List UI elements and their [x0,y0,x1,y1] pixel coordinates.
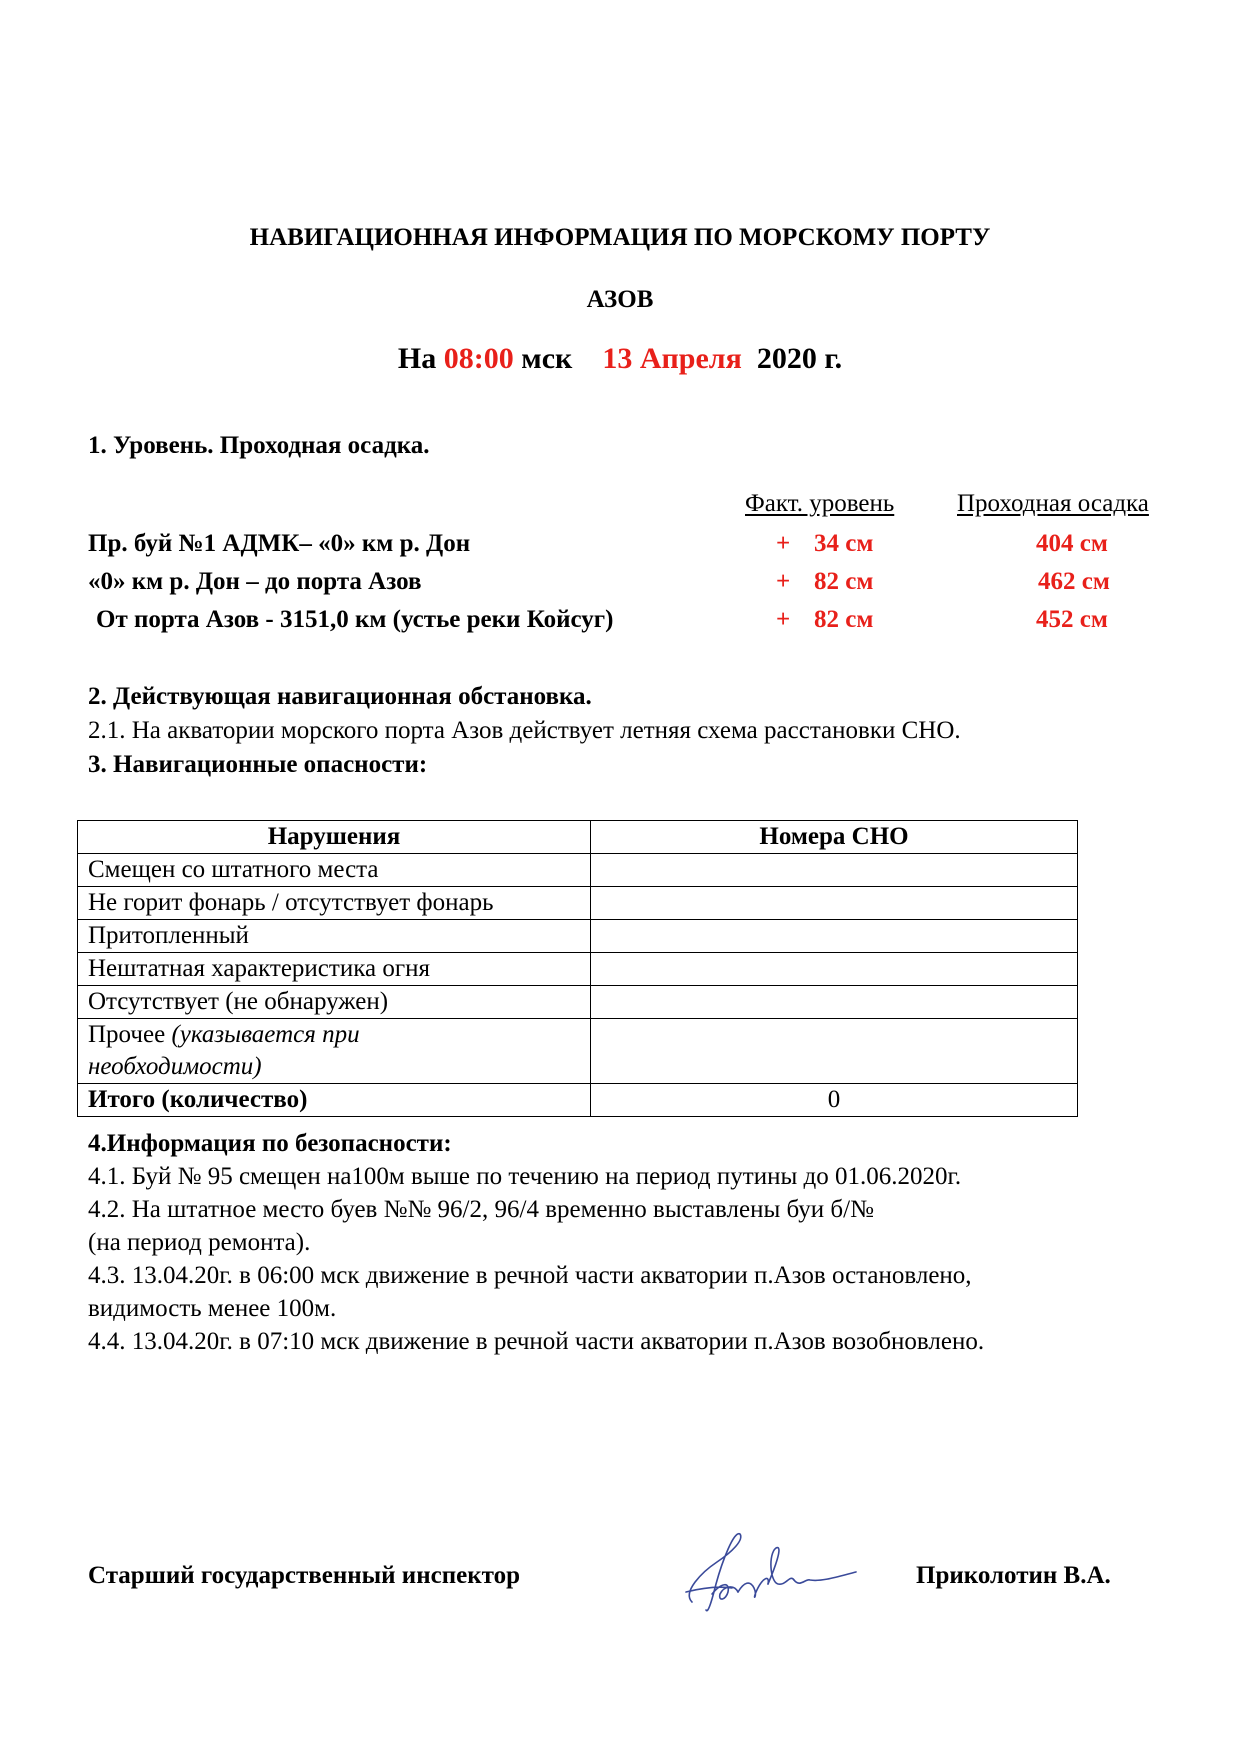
violation-value [591,986,1078,1019]
table-row [78,887,1078,920]
safety-line: 4.1. Буй № 95 смещен на100м выше по течению на период путины до 01.06.2020г. [88,1163,962,1190]
safety-line: (на период ремонта). [88,1229,311,1256]
table-row [78,920,1078,953]
col-header-violations: Нарушения [78,821,591,854]
table-row-total [78,1084,1078,1117]
report-year: 2020 г. [756,342,843,375]
col-header-numbers: Номера СНО [591,821,1078,854]
other-value [591,1019,1078,1084]
total-value: 0 [591,1084,1078,1117]
table-row-other [78,1019,1078,1084]
table-header-row [78,821,1078,854]
violation-label: Отсутствует (не обнаружен) [78,986,591,1019]
report-date [0,342,1240,376]
section4-heading: 4.Информация по безопасности: [88,1130,452,1157]
safety-line: 4.3. 13.04.20г. в 06:00 мск движение в речной части акватории п.Азов остановлено, [88,1262,972,1289]
inspector-name: Приколотин В.А. [916,1562,1111,1589]
safety-line: видимость менее 100м. [88,1295,337,1322]
inspector-position: Старший государственный инспектор [88,1562,520,1589]
violation-label: Смещен со штатного места [78,854,591,887]
col-header-level: Факт. уровень [745,490,895,517]
level-value: 82 см [814,606,874,633]
table-row [78,986,1078,1019]
report-day-month: 13 Апреля [602,342,742,375]
total-label: Итого (количество) [78,1084,591,1117]
level-value: 34 см [814,530,874,557]
violation-value [591,920,1078,953]
safety-line: 4.2. На штатное место буев №№ 96/2, 96/4 временно выставлены буи б/№ [88,1196,874,1223]
section1-heading: 1. Уровень. Проходная осадка. [88,432,430,459]
section2-text: 2.1. На акватории морского порта Азов действует летняя схема расстановки СНО. [88,717,961,744]
violation-value [591,887,1078,920]
safety-line: 4.4. 13.04.20г. в 07:10 мск движение в речной части акватории п.Азов возобновлено. [88,1328,985,1355]
page-title: НАВИГАЦИОННАЯ ИНФОРМАЦИЯ ПО МОРСКОМУ ПОРТУ [249,224,991,251]
draft-value: 452 см [1036,606,1108,633]
draft-value: 404 см [1036,530,1108,557]
other-label: Прочее [88,1021,166,1048]
time-unit: мск [521,342,573,375]
level-sign: + [776,606,791,633]
violation-label: Не горит фонарь / отсутствует фонарь [78,887,591,920]
draft-value: 462 см [1038,568,1110,595]
segment-label: От порта Азов - 3151,0 км (устье реки Койсуг) [96,606,614,633]
level-sign: + [776,530,791,557]
violation-label: Притопленный [78,920,591,953]
port-name: АЗОВ [586,286,654,313]
other-note-line2: необходимости) [88,1053,262,1080]
table-row [78,953,1078,986]
hazards-table [77,820,1078,1117]
level-value: 82 см [814,568,874,595]
other-cell [78,1019,591,1084]
other-note-line1: (указывается при [171,1021,360,1048]
violation-label: Нештатная характеристика огня [78,953,591,986]
col-header-draft: Проходная осадка [957,490,1149,517]
date-prefix: На [397,342,437,375]
level-sign: + [776,568,791,595]
segment-label: «0» км р. Дон – до порта Азов [88,568,422,595]
report-time: 08:00 [443,342,514,375]
section3-heading: 3. Навигационные опасности: [88,751,428,778]
signature-image [672,1522,862,1627]
violation-value [591,854,1078,887]
violation-value [591,953,1078,986]
table-row [78,854,1078,887]
segment-label: Пр. буй №1 АДМК– «0» км р. Дон [88,530,471,557]
section2-heading: 2. Действующая навигационная обстановка. [88,683,592,710]
